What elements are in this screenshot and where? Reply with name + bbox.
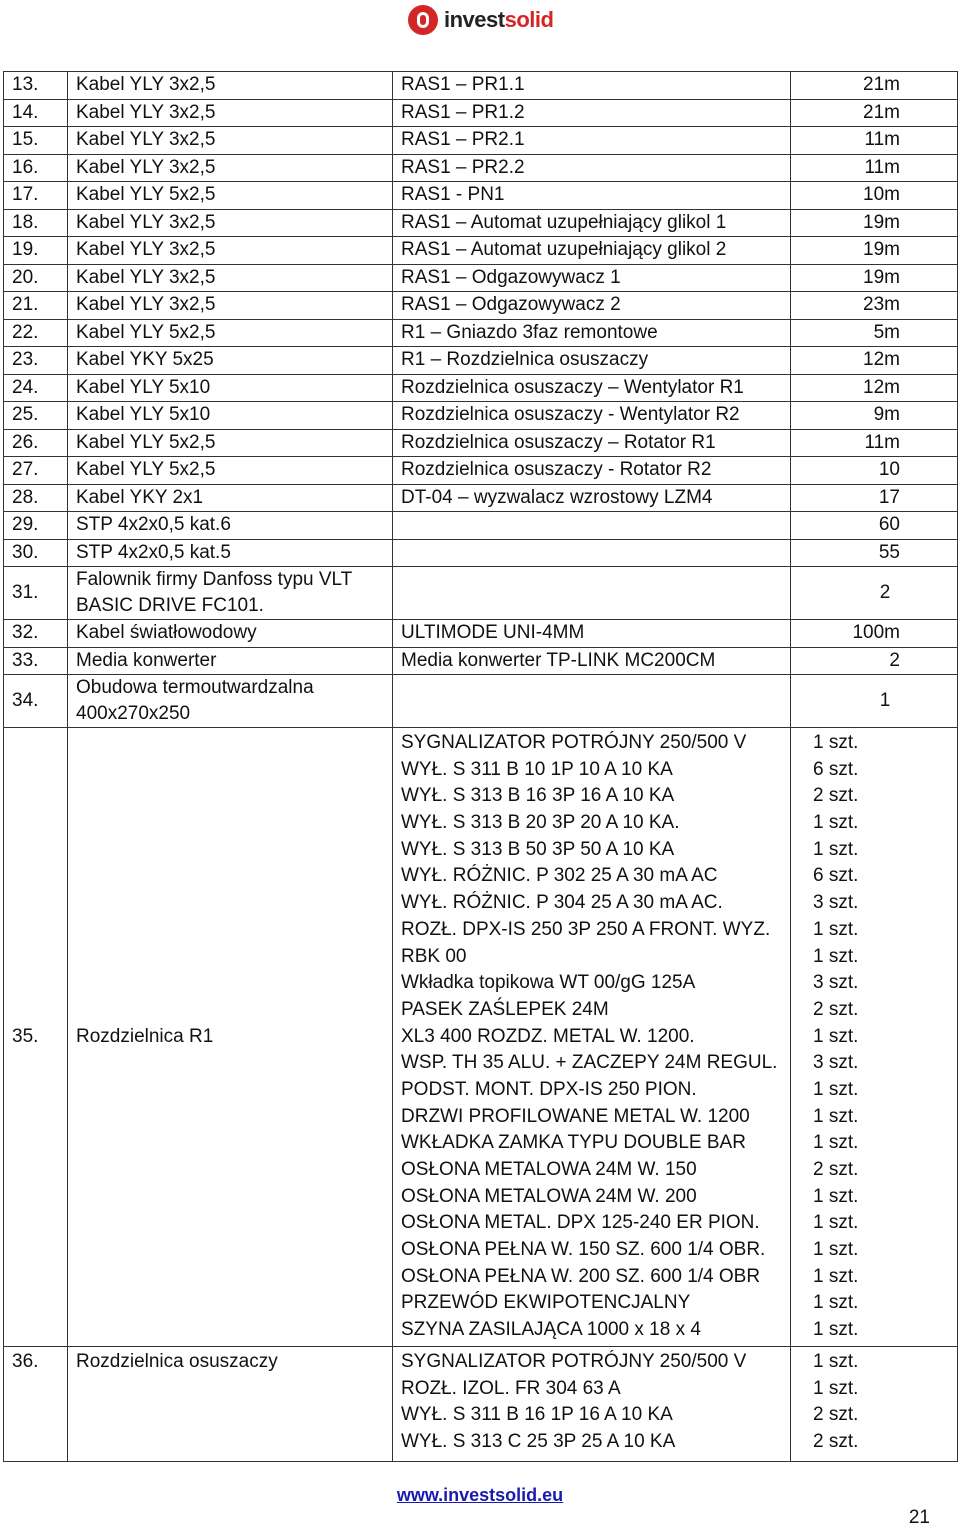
component-quantity: 3 szt. xyxy=(813,1052,859,1074)
component-name: SYGNALIZATOR POTRÓJNY 250/500 V xyxy=(401,1350,747,1372)
item-quantity: 11m xyxy=(791,127,958,155)
table-row xyxy=(4,620,958,648)
row-number: 32. xyxy=(4,620,68,648)
item-name: Kabel YLY 3x2,5 xyxy=(68,99,393,127)
row-number: 23. xyxy=(4,347,68,375)
item-description: DT-04 – wyzwalacz wzrostowy LZM4 xyxy=(393,484,791,512)
component-quantities xyxy=(791,1346,958,1461)
row-number: 15. xyxy=(4,127,68,155)
component-quantity: 2 szt. xyxy=(813,1159,859,1180)
component-name: WYŁ. S 313 B 50 3P 50 A 10 KA xyxy=(401,838,675,860)
row-number: 21. xyxy=(4,292,68,320)
item-quantity: 1 xyxy=(791,675,958,728)
component-name: WYŁ. RÓŻNIC. P 302 25 A 30 mA AC xyxy=(401,865,718,887)
item-quantity: 21m xyxy=(791,72,958,100)
component-quantity: 1 szt. xyxy=(813,1132,859,1154)
component-quantity: 1 szt. xyxy=(813,1239,859,1261)
row-number: 36. xyxy=(4,1346,68,1461)
component-name: PRZEWÓD EKWIPOTENCJALNY xyxy=(401,1292,691,1314)
item-description: Rozdzielnica osuszaczy – Wentylator R1 xyxy=(393,374,791,402)
component-quantities xyxy=(791,728,958,1347)
item-description: Rozdzielnica osuszaczy - Rotator R2 xyxy=(393,457,791,485)
row-number: 14. xyxy=(4,99,68,127)
component-quantity: 1 szt. xyxy=(813,1350,859,1372)
component-quantity: 3 szt. xyxy=(813,972,859,994)
table-row-row35 xyxy=(4,728,958,1347)
item-name: Kabel YLY 3x2,5 xyxy=(68,264,393,292)
item-name: Kabel YLY 3x2,5 xyxy=(68,127,393,155)
item-description: Rozdzielnica osuszaczy - Wentylator R2 xyxy=(393,402,791,430)
table-row xyxy=(4,647,958,675)
table-row xyxy=(4,675,958,728)
row-number: 25. xyxy=(4,402,68,430)
component-quantity: 1 szt. xyxy=(813,945,859,967)
item-description: RAS1 – PR1.1 xyxy=(393,72,791,100)
item-name: Kabel YLY 5x10 xyxy=(68,402,393,430)
component-quantity: 6 szt. xyxy=(813,865,859,887)
component-quantity: 1 szt. xyxy=(813,838,859,860)
row-number: 34. xyxy=(4,675,68,728)
item-description: RAS1 – Odgazowywacz 2 xyxy=(393,292,791,320)
item-name: Kabel YLY 5x2,5 xyxy=(68,457,393,485)
item-name: Kabel YLY 5x2,5 xyxy=(68,429,393,457)
item-name: STP 4x2x0,5 kat.5 xyxy=(68,539,393,567)
item-quantity: 17 xyxy=(791,484,958,512)
row-number: 33. xyxy=(4,647,68,675)
component-name: WYŁ. S 311 B 16 1P 16 A 10 KA xyxy=(401,1404,673,1426)
component-name: ROZŁ. DPX-IS 250 3P 250 A FRONT. WYZ. xyxy=(401,918,771,940)
component-quantity: 2 szt. xyxy=(813,998,859,1020)
item-quantity: 21m xyxy=(791,99,958,127)
table-row xyxy=(4,512,958,540)
item-description xyxy=(393,539,791,567)
component-name: WKŁADKA ZAMKA TYPU DOUBLE BAR xyxy=(401,1132,746,1154)
component-quantity: 3 szt. xyxy=(813,892,859,914)
table-row xyxy=(4,374,958,402)
component-name: ROZŁ. IZOL. FR 304 63 A xyxy=(401,1377,621,1399)
item-name: Kabel YKY 2x1 xyxy=(68,484,393,512)
item-description xyxy=(393,512,791,540)
item-quantity: 19m xyxy=(791,237,958,265)
item-name: Rozdzielnica R1 xyxy=(68,728,393,1347)
component-name: OSŁONA PEŁNA W. 150 SZ. 600 1/4 OBR. xyxy=(401,1239,766,1261)
item-quantity: 100m xyxy=(791,620,958,648)
table-row xyxy=(4,484,958,512)
component-quantity: 2 szt. xyxy=(813,785,859,807)
table-row xyxy=(4,182,958,210)
item-description: Rozdzielnica osuszaczy – Rotator R1 xyxy=(393,429,791,457)
item-quantity: 2 xyxy=(791,647,958,675)
item-name: Kabel YLY 3x2,5 xyxy=(68,72,393,100)
item-name: Rozdzielnica osuszaczy xyxy=(68,1346,393,1461)
table-row xyxy=(4,99,958,127)
component-quantity: 1 szt. xyxy=(813,812,859,834)
component-name: WYŁ. RÓŻNIC. P 304 25 A 30 mA AC. xyxy=(401,892,723,914)
component-quantity: 1 szt. xyxy=(813,1377,859,1399)
item-quantity: 11m xyxy=(791,154,958,182)
investsolid-logo xyxy=(408,2,553,38)
row-number: 29. xyxy=(4,512,68,540)
item-quantity: 10 xyxy=(791,457,958,485)
component-name: OSŁONA PEŁNA W. 200 SZ. 600 1/4 OBR xyxy=(401,1265,761,1287)
item-description: RAS1 – PR2.2 xyxy=(393,154,791,182)
row-number: 20. xyxy=(4,264,68,292)
item-name: Falownik firmy Danfoss typu VLT BASIC DRIVE FC101. xyxy=(68,567,393,620)
item-quantity: 5m xyxy=(791,319,958,347)
row-number: 28. xyxy=(4,484,68,512)
component-quantity: 1 szt. xyxy=(813,732,859,753)
table-row xyxy=(4,347,958,375)
item-quantity: 19m xyxy=(791,264,958,292)
component-quantity: 1 szt. xyxy=(813,1105,859,1127)
table-row xyxy=(4,209,958,237)
item-quantity: 60 xyxy=(791,512,958,540)
row-number: 17. xyxy=(4,182,68,210)
logo-text xyxy=(444,7,553,33)
logo-text-part2: solid xyxy=(504,7,554,32)
component-name: PODST. MONT. DPX-IS 250 PION. xyxy=(401,1078,697,1100)
table-row xyxy=(4,127,958,155)
item-name: Media konwerter xyxy=(68,647,393,675)
component-name: WYŁ. S 313 C 25 3P 25 A 10 KA xyxy=(401,1430,676,1452)
item-name: Kabel YKY 5x25 xyxy=(68,347,393,375)
component-list xyxy=(393,728,791,1347)
row-number: 31. xyxy=(4,567,68,620)
item-description: R1 – Gniazdo 3faz remontowe xyxy=(393,319,791,347)
item-quantity: 9m xyxy=(791,402,958,430)
materials-table xyxy=(3,71,958,1462)
item-quantity: 11m xyxy=(791,429,958,457)
table-row xyxy=(4,539,958,567)
component-name: XL3 400 ROZDZ. METAL W. 1200. xyxy=(401,1025,695,1047)
row-number: 27. xyxy=(4,457,68,485)
item-quantity: 2 xyxy=(791,567,958,620)
item-name: Obudowa termoutwardzalna 400x270x250 xyxy=(68,675,393,728)
row-number: 13. xyxy=(4,72,68,100)
item-quantity: 10m xyxy=(791,182,958,210)
row-number: 19. xyxy=(4,237,68,265)
table-row xyxy=(4,457,958,485)
component-name: WYŁ. S 311 B 10 1P 10 A 10 KA xyxy=(401,758,673,780)
table-row xyxy=(4,237,958,265)
component-name: OSŁONA METALOWA 24M W. 200 xyxy=(401,1185,697,1207)
item-description xyxy=(393,567,791,620)
component-quantity: 2 szt. xyxy=(813,1404,859,1426)
component-quantity: 1 szt. xyxy=(813,1292,859,1314)
component-list xyxy=(393,1346,791,1461)
item-quantity: 19m xyxy=(791,209,958,237)
component-quantity: 1 szt. xyxy=(813,1265,859,1287)
table-row xyxy=(4,292,958,320)
component-name: DRZWI PROFILOWANE METAL W. 1200 xyxy=(401,1105,750,1127)
row-number: 16. xyxy=(4,154,68,182)
component-quantity: 1 szt. xyxy=(813,918,859,940)
component-name: RBK 00 xyxy=(401,945,467,967)
component-quantity: 6 szt. xyxy=(813,758,859,780)
table-row-row36 xyxy=(4,1346,958,1461)
materials-table-body xyxy=(4,72,958,1462)
logo-mark-icon xyxy=(408,5,438,35)
item-description: RAS1 – Automat uzupełniający glikol 2 xyxy=(393,237,791,265)
item-quantity: 55 xyxy=(791,539,958,567)
component-quantity: 1 szt. xyxy=(813,1212,859,1234)
item-name: Kabel YLY 3x2,5 xyxy=(68,292,393,320)
component-quantity: 1 szt. xyxy=(813,1319,859,1341)
component-name: PASEK ZAŚLEPEK 24M xyxy=(401,998,609,1020)
item-quantity: 12m xyxy=(791,347,958,375)
table-row xyxy=(4,567,958,620)
row-number: 26. xyxy=(4,429,68,457)
item-quantity: 23m xyxy=(791,292,958,320)
item-description: RAS1 – Automat uzupełniający glikol 1 xyxy=(393,209,791,237)
item-name: Kabel YLY 3x2,5 xyxy=(68,209,393,237)
component-quantity: 2 szt. xyxy=(813,1430,859,1452)
item-quantity: 12m xyxy=(791,374,958,402)
component-quantity: 1 szt. xyxy=(813,1185,859,1207)
component-name: Wkładka topikowa WT 00/gG 125A xyxy=(401,972,696,994)
row-number: 22. xyxy=(4,319,68,347)
component-quantity: 1 szt. xyxy=(813,1025,859,1047)
item-name: Kabel YLY 5x2,5 xyxy=(68,182,393,210)
item-description: ULTIMODE UNI-4MM xyxy=(393,620,791,648)
item-name: STP 4x2x0,5 kat.6 xyxy=(68,512,393,540)
item-description: RAS1 – PR1.2 xyxy=(393,99,791,127)
item-name: Kabel światłowodowy xyxy=(68,620,393,648)
component-name: WSP. TH 35 ALU. + ZACZEPY 24M REGUL. xyxy=(401,1052,778,1074)
table-row xyxy=(4,264,958,292)
row-number: 18. xyxy=(4,209,68,237)
table-row xyxy=(4,154,958,182)
item-description xyxy=(393,675,791,728)
item-name: Kabel YLY 5x10 xyxy=(68,374,393,402)
item-description: RAS1 - PN1 xyxy=(393,182,791,210)
footer-link[interactable]: www.investsolid.eu xyxy=(396,1485,564,1505)
table-row xyxy=(4,402,958,430)
item-name: Kabel YLY 3x2,5 xyxy=(68,237,393,265)
logo-text-part1: invest xyxy=(444,7,505,32)
row-number: 24. xyxy=(4,374,68,402)
component-name: SYGNALIZATOR POTRÓJNY 250/500 V xyxy=(401,732,747,753)
component-quantity: 1 szt. xyxy=(813,1078,859,1100)
component-name: WYŁ. S 313 B 16 3P 16 A 10 KA xyxy=(401,785,675,807)
table-row xyxy=(4,72,958,100)
item-name: Kabel YLY 5x2,5 xyxy=(68,319,393,347)
item-name: Kabel YLY 3x2,5 xyxy=(68,154,393,182)
component-name: SZYNA ZASILAJĄCA 1000 x 18 x 4 xyxy=(401,1319,701,1341)
item-description: RAS1 – PR2.1 xyxy=(393,127,791,155)
page-number: 21 xyxy=(908,1507,930,1528)
row-number: 30. xyxy=(4,539,68,567)
item-description: RAS1 – Odgazowywacz 1 xyxy=(393,264,791,292)
component-name: OSŁONA METALOWA 24M W. 150 xyxy=(401,1159,697,1180)
row-number: 35. xyxy=(4,728,68,1347)
item-description: Media konwerter TP-LINK MC200CM xyxy=(393,647,791,675)
table-row xyxy=(4,319,958,347)
item-description: R1 – Rozdzielnica osuszaczy xyxy=(393,347,791,375)
table-row xyxy=(4,429,958,457)
component-name: WYŁ. S 313 B 20 3P 20 A 10 KA. xyxy=(401,812,680,834)
component-name: OSŁONA METAL. DPX 125-240 ER PION. xyxy=(401,1212,760,1234)
